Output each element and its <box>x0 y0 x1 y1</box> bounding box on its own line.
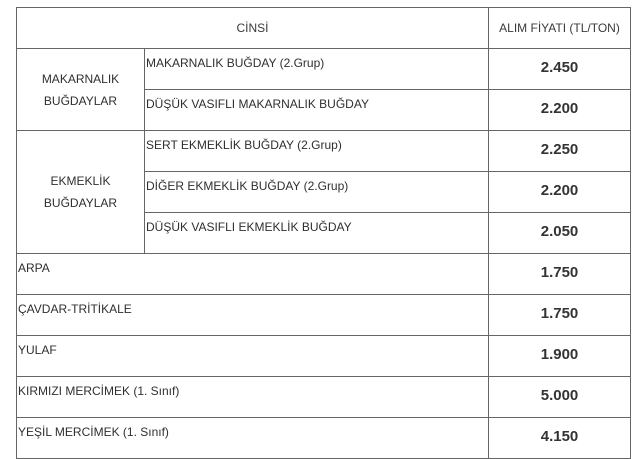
price-cell <box>489 336 631 377</box>
price-cell <box>489 90 631 131</box>
price-cell <box>489 254 631 295</box>
type-label: ARPA <box>18 261 50 275</box>
price-value: 5.000 <box>540 386 579 404</box>
table-row <box>17 336 631 377</box>
type-cell <box>145 49 489 90</box>
type-cell <box>145 213 489 254</box>
price-value: 2.200 <box>540 181 579 199</box>
group-name-line2: BUĞDAYLAR <box>43 93 118 108</box>
price-cell <box>489 49 631 90</box>
table-row <box>17 377 631 418</box>
header-price: ALIM FİYATI (TL/TON) <box>489 8 631 49</box>
type-cell <box>145 90 489 131</box>
type-label: DÜŞÜK VASIFLI MAKARNALIK BUĞDAY <box>146 97 369 111</box>
price-value: 1.900 <box>540 345 579 363</box>
group-cell-makarnalik <box>17 49 145 131</box>
group-name-line1: MAKARNALIK <box>41 71 120 86</box>
table-row <box>17 254 631 295</box>
price-cell <box>489 131 631 172</box>
price-value: 2.250 <box>540 140 579 158</box>
type-label: KIRMIZI MERCİMEK (1. Sınıf) <box>18 384 180 398</box>
table-header-row <box>17 8 631 49</box>
table-row <box>17 418 631 459</box>
type-cell <box>17 418 489 459</box>
table-row <box>17 295 631 336</box>
type-label: DİĞER EKMEKLİK BUĞDAY (2.Grup) <box>146 179 349 193</box>
type-cell <box>145 131 489 172</box>
type-cell <box>17 336 489 377</box>
group-cell-ekmeklik <box>17 131 145 254</box>
price-cell <box>489 295 631 336</box>
price-value: 1.750 <box>540 304 579 322</box>
table-row <box>17 131 631 172</box>
type-label: MAKARNALIK BUĞDAY (2.Grup) <box>146 56 325 70</box>
header-type: CİNSİ <box>17 8 489 49</box>
type-cell <box>17 377 489 418</box>
price-cell <box>489 213 631 254</box>
price-cell <box>489 377 631 418</box>
price-value: 2.050 <box>540 222 579 240</box>
price-value: 1.750 <box>540 263 579 281</box>
price-table <box>16 7 631 459</box>
price-cell <box>489 418 631 459</box>
type-label: YULAF <box>18 343 57 357</box>
type-cell <box>17 295 489 336</box>
type-label: YEŞİL MERCİMEK (1. Sınıf) <box>18 425 169 439</box>
price-cell <box>489 172 631 213</box>
price-value: 4.150 <box>540 427 579 445</box>
group-name: EKMEKLİK BUĞDAYLAR <box>43 174 118 210</box>
type-label: DÜŞÜK VASIFLI EKMEKLİK BUĞDAY <box>146 220 352 234</box>
type-cell <box>17 254 489 295</box>
type-cell <box>145 172 489 213</box>
table-row <box>17 49 631 90</box>
price-value: 2.200 <box>540 99 579 117</box>
type-label: ÇAVDAR-TRİTİKALE <box>18 302 132 316</box>
price-value: 2.450 <box>540 58 579 76</box>
type-label: SERT EKMEKLİK BUĞDAY (2.Grup) <box>146 138 342 152</box>
